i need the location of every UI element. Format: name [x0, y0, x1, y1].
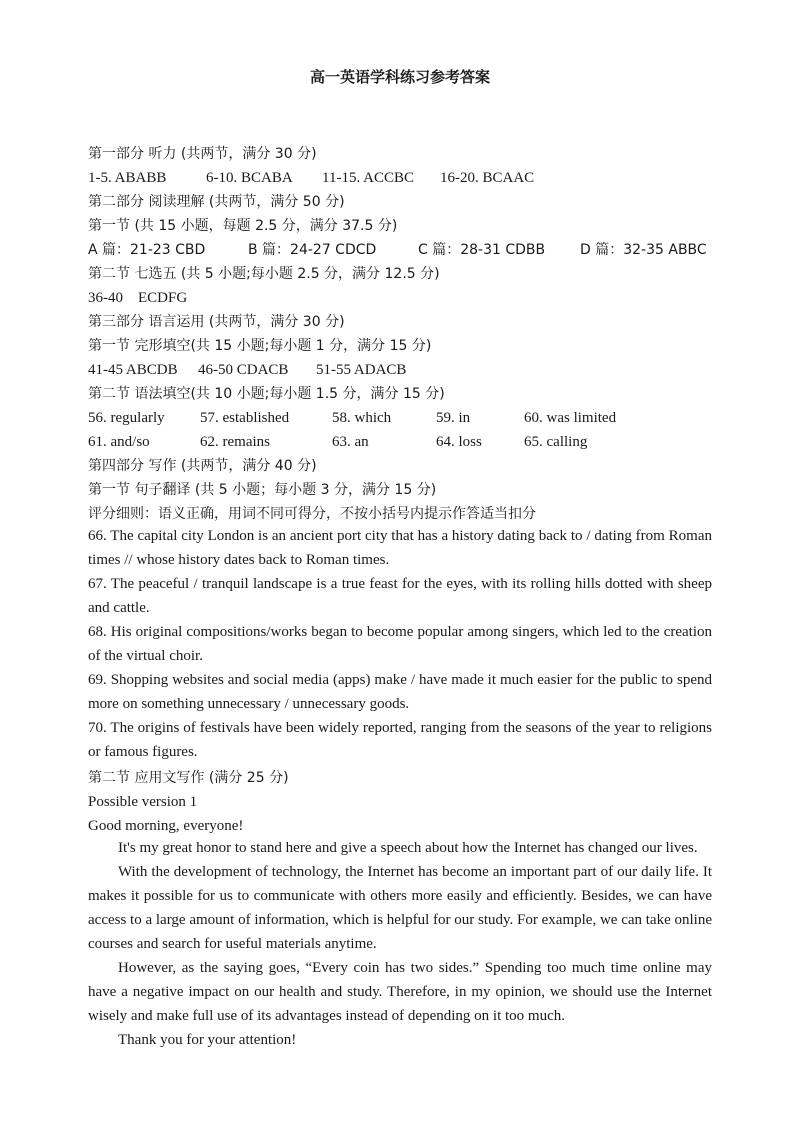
- answer-64: 64. loss: [436, 434, 482, 450]
- answer-passage-c: C 篇：28-31 CDBB: [418, 242, 546, 258]
- reading-part-1: 第一节 (共 15 小题，每题 2.5 分，满分 37.5 分): [88, 218, 398, 234]
- essay-greeting: Good morning, everyone!: [88, 818, 244, 834]
- answer-62: 62. remains: [200, 434, 270, 450]
- answer-59: 59. in: [436, 410, 471, 426]
- answer-16-20: 16-20. BCAAC: [440, 170, 535, 186]
- scoring-rules: 评分细则：语义正确，用词不同可得分，不按小括号内提示作答适当扣分: [88, 506, 536, 522]
- cloze-header: 第一节 完形填空(共 15 小题;每小题 1 分，满分 15 分): [88, 338, 432, 354]
- section-language-use: 第三部分 语言运用 (共两节，满分 30 分): [88, 314, 345, 330]
- grammar-header: 第二节 语法填空(共 10 小题;每小题 1.5 分，满分 15 分): [88, 386, 445, 402]
- answer-41-45: 41-45 ABCDB: [88, 362, 178, 378]
- essay-paragraph-3: However, as the saying goes, “Every coin has two sides.” Spending too much time online may have a negative impact on our health and study. Therefore, in my opinion, we should use the Internet wisely and make full use of its advantages instead of depending on it too much.: [88, 960, 712, 1024]
- practical-writing-header: 第二节 应用文写作 (满分 25 分): [88, 770, 289, 786]
- translation-70: 70. The origins of festivals have been widely reported, ranging from the seasons of the year to religions or famous figures.: [88, 720, 712, 760]
- translation-header: 第一节 句子翻译 (共 5 小题；每小题 3 分，满分 15 分): [88, 482, 437, 498]
- answer-60: 60. was limited: [524, 410, 617, 426]
- essay-paragraph-2: With the development of technology, the Internet has become an important part of our daily life. It makes it possible for us to communicate with others more easily and efficiently. Besides, we can have access to a large amount of information, which is helpful for our study. For example, we can take online courses and search for useful materials anytime.: [88, 864, 712, 952]
- essay-paragraph-1: It's my great honor to stand here and give a speech about how the Internet has changed our lives.: [118, 840, 698, 856]
- page-title: 高一英语学科练习参考答案: [309, 68, 490, 86]
- possible-version-label: Possible version 1: [88, 794, 198, 810]
- answer-63: 63. an: [332, 434, 369, 450]
- answer-51-55: 51-55 ADACB: [316, 362, 407, 378]
- answer-56: 56. regularly: [88, 410, 165, 426]
- translation-66: 66. The capital city London is an ancient port city that has a history dating back to / dating from Roman times // whose history dates back to Roman times.: [88, 528, 712, 568]
- section-reading: 第二部分 阅读理解 (共两节，满分 50 分): [88, 194, 345, 210]
- answer-1-5: 1-5. ABABB: [88, 170, 167, 186]
- answer-57: 57. established: [200, 410, 290, 426]
- translation-68: 68. His original compositions/works began to become popular among singers, which led to the creation of the virtual choir.: [88, 624, 712, 664]
- essay-closing: Thank you for your attention!: [118, 1032, 297, 1048]
- answer-passage-a: A 篇：21-23 CBD: [88, 242, 206, 258]
- answer-36-40: 36-40 ECDFG: [88, 290, 188, 306]
- section-listening: 第一部分 听力 (共两节，满分 30 分): [88, 146, 317, 162]
- answer-65: 65. calling: [524, 434, 588, 450]
- answer-58: 58. which: [332, 410, 392, 426]
- answer-6-10: 6-10. BCABA: [206, 170, 293, 186]
- answer-11-15: 11-15. ACCBC: [322, 170, 414, 186]
- section-writing: 第四部分 写作 (共两节，满分 40 分): [88, 458, 317, 474]
- reading-part-2: 第二节 七选五 (共 5 小题;每小题 2.5 分，满分 12.5 分): [88, 266, 440, 282]
- answer-passage-d: D 篇：32-35 ABBC: [580, 242, 707, 258]
- answer-46-50: 46-50 CDACB: [198, 362, 289, 378]
- answer-61: 61. and/so: [88, 434, 150, 450]
- answer-passage-b: B 篇：24-27 CDCD: [248, 242, 377, 258]
- translation-67: 67. The peaceful / tranquil landscape is a true feast for the eyes, with its rolling hills dotted with sheep and cattle.: [88, 576, 712, 616]
- translation-69: 69. Shopping websites and social media (apps) make / have made it much easier for the public to spend more on something unnecessary / unnecessary goods.: [88, 672, 712, 712]
